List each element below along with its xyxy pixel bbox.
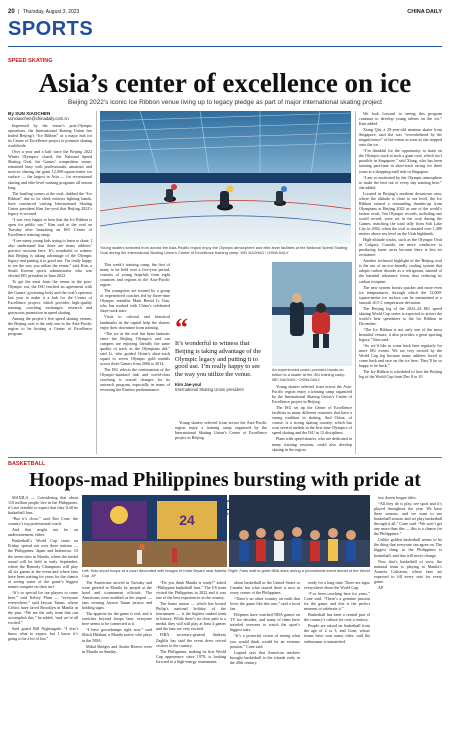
article-paragraph: The appetite for the game is real, and it stretches beyond hoops fans: everyone here seems to be connected to it.: [82, 611, 152, 627]
page-date: Thursday, August 3, 2023: [22, 9, 80, 15]
article-paragraph: “I am so motivated by the Olympic atmosphere to make the best out of every day training here,” she added.: [359, 174, 442, 190]
article-paragraph: “I have goosebumps right now,” said Mitch Hilahun, a Manila native who plays in the NBA.: [82, 627, 152, 643]
photo2-caption: [272, 368, 352, 382]
coach-skater-image: [272, 262, 352, 366]
article-paragraph: “The Ice Ribbon is not only one of the most beautiful venues, it also provides a great sporting legacy,” Kim said.: [359, 326, 442, 343]
article-paragraph: The youngsters are trained by a group of experienced coaches led by three-time Olympic medalist Mark Bernd Li Tian, who has worked with China’s celebrated short-track stars.: [100, 288, 170, 314]
photo1-caption: [100, 246, 351, 256]
article-paragraph: The new system boosts quicker and more even ice temperatures, through which the 12,000-square-meter ice surface can be maintained at a smooth ±0.5 C temperature deviation.: [359, 284, 442, 305]
article-paragraph: The Philippines, making its first World Cup appearance since 1978, is looking forward to a high-energy tournament.: [156, 648, 226, 664]
story2-column-2: [82, 580, 152, 741]
kobe-mural-court-image: [82, 495, 227, 567]
article-paragraph: Among the project’s five speed skating venues, the Beijing oval is the only one in the Asia-Pacific region to be hosting a Center of Excellence program.: [8, 315, 92, 336]
article-paragraph: ready for a long time. There are signs everywhere about the World Cup.: [304, 580, 370, 591]
story1-column-3b: [175, 420, 267, 454]
fans-crowd-image: [229, 495, 370, 567]
story1-headline: Asia’s center of excellence on ice: [38, 68, 412, 98]
byline-email: sunxiaochen@chinadaily.com.cn: [8, 116, 69, 122]
speed-skating-photo: [100, 111, 351, 244]
article-paragraph: Another technical highlight of the Beijing oval is the use of an eco-friendly cooling system that adopts carbon dioxide as a refrigerant, instead of the harmful substance freon, thus reducing its carbon footprint.: [359, 258, 442, 284]
page-header: [8, 7, 442, 17]
article-paragraph: Basketball’s World Cup starts on Friday, spread out over three nations — the Philippines, Japan and Indonesia. Of the seven sites in Manila, where the medal round will be held in early September, where the Remedy Champions will play all six games at the event and where fans have been waiting for years for the chance at seeing some of the game’s biggest names compete on their turf.: [8, 538, 78, 589]
story2-column-6: [374, 495, 442, 741]
story2-photo-caption: [82, 569, 370, 579]
article-paragraph: Legend says that American teachers brought basketball to the islands early in the 20th century.: [230, 649, 300, 665]
article-paragraph: MANILA — Considering that about 110 million people live in the Philippines, it’s not feasible to expect that they’d all be basketball fans.: [8, 495, 78, 516]
article-paragraph: The Ice Ribbon is scheduled to host the Beijing leg of the World Cup from Dec 8 to 10.: [359, 369, 442, 380]
section-rule: [8, 46, 442, 47]
article-paragraph: “I see many young kids trying to learn to skate. I also understand that there are many athletes’ practice sessions here. It’s wonderful to witness that Beijing is taking advantage of the Olympic legacy and putting it to good use. I’m really happy to see the way you utilize the venue,” said Kim, a South Korean sports administrator who was elected ISU president in June 2022.: [8, 238, 92, 279]
article-paragraph: Unlike golden basketball seems to be the thing that everyone can agree on. The biggest thing in the Philippines is basketball, and that will never change.: [374, 537, 442, 558]
story1-kicker: SPEED SKATING: [8, 58, 53, 64]
article-paragraph: We look forward to seeing this program continue to develop young talents on the ice,” Kim added.: [359, 111, 442, 127]
article-paragraph: The bustling scenes at the oval, dubbed the “Ice Ribbon” due to its sleek exterior lighting bands, have convinced visiting International Skating Union president Kim Jae-youl that Beijing 2022’s legacy is secured.: [8, 190, 92, 216]
skaters-oval-image: [100, 111, 351, 244]
article-paragraph: Impressed by the venue’s post-Olympic operations, the International Skating Union has hailed Beijing’s “Ice Ribbon” as a major hub for its Center of Excellence project to promote skating worldwide.: [8, 123, 92, 149]
article-paragraph: “I was very happy to hear that the Ice Ribbon is open for public use,” Kim said at the oval on Tuesday after launching an ISU Center of Excellence training camp.: [8, 216, 92, 237]
quote-mark: “: [175, 313, 188, 342]
article-paragraph: “The ice at the oval has been fantastic since the Beijing Olympics and our campers are enjoying literally the same quality of track as the Olympians did,” said Li, who guided China’s short-track squad to seven Olympic gold medals across three Games from 2006 to 2014.: [100, 330, 170, 366]
article-paragraph: “I’m thankful for the opportunity to skate on the Olympic track at such a giant oval, which isn’t possible in Singapore,” said Xiang, who has been training part-time in short-track racing for three years at a shopping mall rink in Singapore.: [359, 148, 442, 174]
article-paragraph: The ISU selects the continuation of the Olympic-standard rink and world-class coaching is crucial changes for its outreach program, especially in terms of reversing the Eastern predominance.: [100, 366, 170, 393]
coach-photo: [272, 262, 352, 366]
quote-attribution: [175, 382, 267, 392]
article-paragraph: Said guard Bill Nightingale: “I don’t know what to expect, but I know it’s going to be a lot of fun.”: [8, 626, 78, 642]
quote-text: It’s wonderful to witness that Beijing is taking advantage of the Olympic legacy and putting it to good use. I’m really happy to see the way you utilize the venue.: [175, 340, 262, 379]
article-paragraph: The Americans arrived in Tuesday and were greeted in Manila by people at the hotel and tournament officials. The Americans were mobbed at the airport — fans wearing Jayson Tatum jerseys and holding signs.: [82, 580, 152, 611]
header-separator: |: [18, 9, 20, 15]
column-divider: [96, 111, 97, 454]
article-paragraph: “So we’d like to come back here regularly for more ISU events. We are very excited by the World Cup leg because many athletes loved to come back and race on the ice here. They’ll be so happy to be back.”: [359, 343, 442, 369]
story2-kicker: BASKETBALL: [8, 461, 46, 467]
article-paragraph: Plans with speed skaters, who are dedicated in many training sessions, could also develop skating in the region.: [272, 436, 352, 452]
story1-byline: [8, 111, 94, 121]
story2-column-5: [304, 580, 370, 741]
article-paragraph: This week’s training camp, the first of many to be held over a five-year period, consists of young hopefuls from eight countries and regions in the Asia-Pacific region.: [100, 262, 170, 288]
story1-deck: Beijing 2022’s iconic Ice Ribbon venue living up to legacy pledge as part of major international skating project: [68, 99, 382, 106]
story2-photo-credit: AP: [91, 573, 96, 578]
article-paragraph: about basketball in the United States or Canada, but what started there is now in every corner of the Philippines.: [230, 580, 300, 596]
article-paragraph: To get the most from the venue in the post-Olympic era, the ISU reached an agreement with the Games’ governing body and the oval’s operator last year to make it a hub for the Center of Excellence project, which provides high-quality training, coaching exchanges, research and grassroots promotion in speed skating.: [8, 279, 92, 315]
story2-column-3: [156, 580, 226, 741]
story1-column-2: [100, 262, 170, 454]
article-paragraph: two dozen league titles.: [378, 495, 417, 500]
article-paragraph: [272, 453, 352, 454]
article-paragraph: The home nation — which has hosted Philip’s national holiday of the tournament — is the highest ranked team in history. While there’s no clear path to a medal, they will still play at least 4 games and the fans are very excited.: [156, 601, 226, 632]
article-paragraph: “All they do is play, see sport and it’s played throughout the year. We have three seasons, and we want to see basketball season, and we play basketball through it all,” Cone said. “We won’t get any more than this — this is a chance for the Philippines.”: [374, 501, 442, 537]
article-paragraph: Xiang Qin, a 29-year-old amateur skater from Singapore, said she was “overwhelmed by the magnificence” of the venue as soon as she stepped onto the ice.: [359, 127, 442, 148]
article-paragraph: The Beijing leg of the 2023–24 ISU speed skating World Cup series is expected to attract the world’s best speedsters to the Ice Ribbon in December.: [359, 305, 442, 326]
photo1-credit: WEI XIAOHAO / CHINA DAILY: [240, 250, 289, 255]
article-paragraph: People are raised on basketball from the age of 2 or 3, and Cone, whose teams have won many titles, said the enthusiasm is unmatched.: [304, 623, 370, 644]
photo2-caption-text: An experienced coach provides hands-on tuition to a skater at the ISU training camp.: [272, 367, 346, 377]
newspaper-brand: CHINA DAILY: [407, 9, 442, 15]
photo1-caption-text: Young skaters selected from across the Asia-Pacific region enjoy the Olympic atmosphere and elite-level facilities at the National Speed Skating Oval during the International Skating Union’s Center of Excellence training camp.: [100, 245, 348, 255]
article-paragraph: Now that’s basketball of sorts: the national team is playing at Manila’s Araneta Coliseum, where fans are expected to fill every seat for every game.: [374, 558, 442, 584]
article-paragraph: Young skaters selected from across the Asia-Pacific region enjoy a training camp organized by the International Skating Union’s Center of Excellence project in Beijing.: [272, 384, 352, 405]
article-paragraph: Young skaters selected from across the Asia-Pacific region enjoy a training camp organized by the International Skating Union’s Center of Excellence project in Beijing.: [175, 420, 267, 441]
quote-name: Kim Jae-youl: [175, 381, 202, 387]
article-paragraph: “It’s a powerful vision of seeing what you would think would be an extreme passion,” Cone said.: [230, 633, 300, 649]
article-paragraph: Over a year and a half since the Beijing 2022 Winter Olympics closed, the National Speed Skating Oval, the Games’ competition venue, remained busy with professionals, amateurs and novices sharing the giant 12,000-square-meter ice surface — the largest in Asia — for recreational skating and elite-level training programs all season long.: [8, 149, 92, 190]
article-paragraph: “But it’s close,” said Tim Cone, the country’s top professional coach.: [8, 516, 78, 527]
photo2-credit: WEI XIAOHAO / CHINA DAILY: [272, 377, 320, 382]
svg-text:24: 24: [179, 512, 195, 528]
article-paragraph: Filipinos have watched NBA games on TV for decades, and many of them have traveled overseas to watch the sport’s biggest stars.: [230, 612, 300, 633]
article-paragraph: FIBA secretary-general Andreas Zagklis has said the event drew record visitors to the country.: [156, 632, 226, 648]
article-paragraph: Visits to cultural and historical landmarks in the capital help the skaters enjoy their downtime from training.: [100, 314, 170, 330]
article-paragraph: Located in Beijing’s northern downtown area, where the altitude is close to sea level, the Ice Ribbon earned a resounding thumbs-up from Olympians at Beijing 2022 as one of the world’s fastest ovals. Ten Olympic records, including one world record, were set in the oval during the Games, matching the total tally from Salt Lake City in 2002, when the oval is situated over 1,400 meters above sea level on the Utah highlands.: [359, 190, 442, 237]
story2-caption-text: Left: Kids shoot hoops at a court decorated with images of Kobe Bryant near Manila. Right: Fans wait to greet NBA stars during a promotional event ahead of the World Cup.: [82, 568, 370, 578]
story1-column-4: [359, 111, 442, 454]
article-paragraph: And that might not be an understatement, either.: [8, 527, 78, 538]
story1-column-3: [272, 384, 352, 454]
story1-column-1: [8, 123, 92, 454]
article-paragraph: Mikal Bridges and Austin Reaves were in Manila on Sunday.: [82, 643, 152, 654]
article-paragraph: “I’ve been coaching here for years,” Cone said. “There’s a genuine passion for the game, and this is the perfect moment to celebrate it.”: [304, 591, 370, 612]
story2-column-1: [8, 495, 78, 741]
kids-basketball-photo: [82, 495, 227, 567]
page-number: 20: [8, 9, 15, 15]
section-title: SPORTS: [8, 18, 94, 40]
story2-column-4: [230, 580, 300, 741]
article-paragraph: “Do you think Manila is ready?” asked “Philippine basketball fans.” The US team visited the Philippines in 2022 and it was one of the best experiences in the country.: [156, 580, 226, 601]
article-paragraph: “There’s no other country on earth that loves the game like this one,” said a local fan.: [230, 596, 300, 612]
article-paragraph: Basketball has been a central part of the country’s culture for over a century.: [304, 612, 370, 623]
column-divider: [355, 111, 356, 454]
article-paragraph: AP: [378, 584, 384, 590]
article-paragraph: “It’s so special for our players to come here,” said Kelsey Plum — “everyone everywhere,” said Jayson Tatum, whose Celtics have faced Brooklyn in Manila in the past. “We are the only team that can accomplish this,” he added, “and we’re all excited.”: [8, 589, 78, 626]
byline-name: By SUN XIAOCHEN: [8, 111, 51, 116]
article-paragraph: High-altitude tracks, such as the Olympic Oval in Calgary, Canada, are more conducive to producing faster races because there is less air resistance.: [359, 237, 442, 258]
quote-title: International Skating Union president: [175, 387, 244, 393]
pull-quote: [175, 313, 267, 416]
story2-headline: Hoops-mad Philippines bursting with pride at: [29, 469, 421, 491]
article-paragraph: The ISU set up the Center of Excellence facilities in many different countries that have a strong tradition in skating. And China, of course, is a strong skating country, which has won several medals in the first nine Olympics of speed skating and the ISU in 12 disciplines.: [272, 405, 352, 436]
story-divider: [8, 457, 442, 458]
fans-photo: [229, 495, 370, 567]
